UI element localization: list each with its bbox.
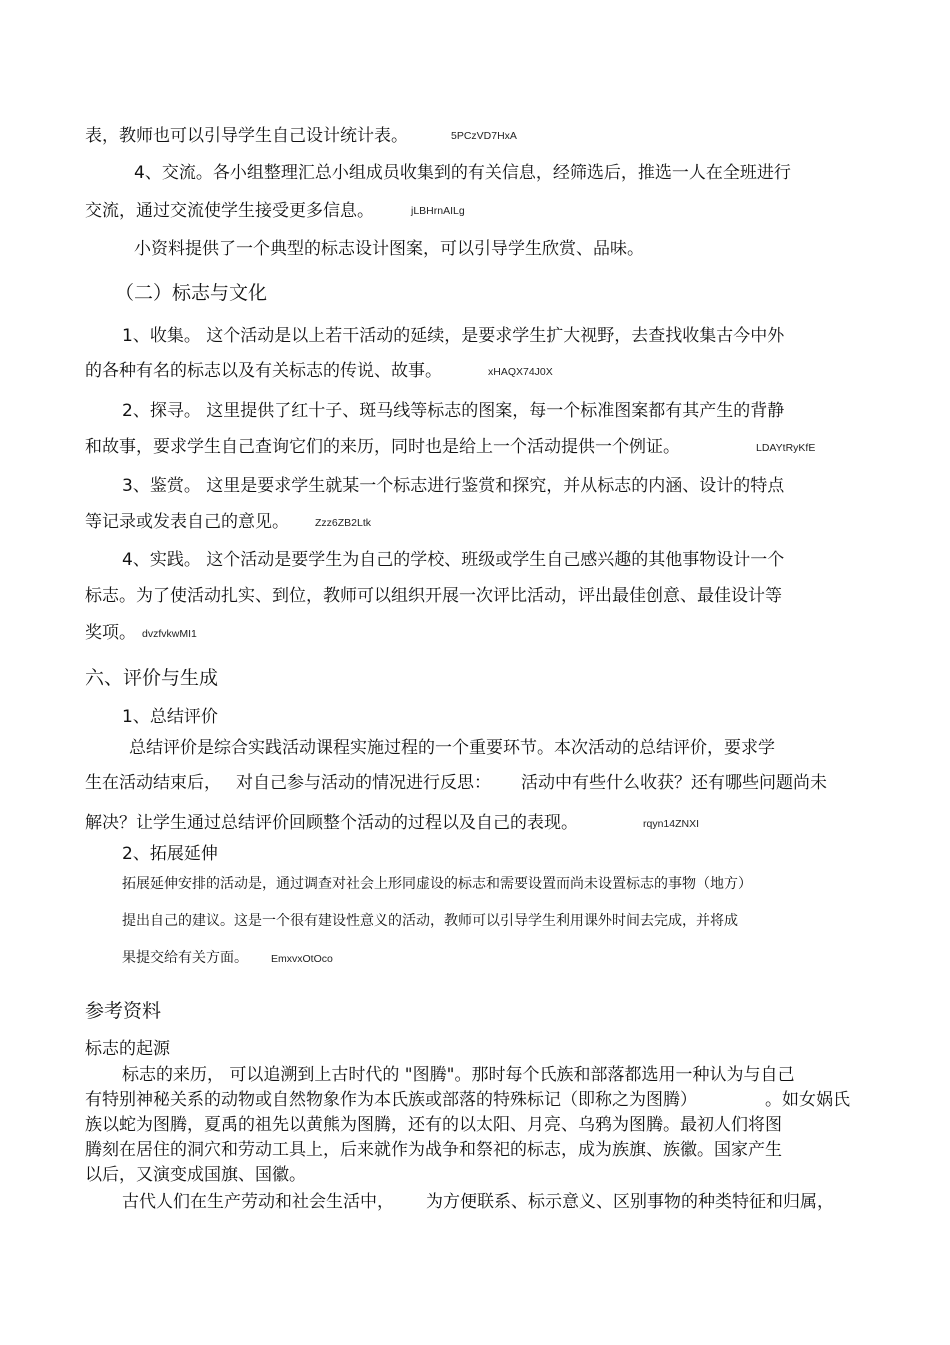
text-line: 总结评价是综合实践活动课程实施过程的一个重要环节。本次活动的总结评价，要求学: [129, 738, 775, 758]
text-line: 生在活动结束后，: [85, 773, 221, 793]
code-tag: jLBHrnAILg: [411, 205, 465, 217]
section-heading: （二）标志与文化: [115, 282, 268, 304]
code-tag: Zzz6ZB2Ltk: [315, 517, 372, 529]
sub-heading: 标志的起源: [85, 1039, 170, 1059]
text-line: 提出自己的建议。这是一个很有建设性意义的活动，教师可以引导学生利用课外时间去完成，并将成: [122, 913, 738, 929]
code-tag: dvzfvkwMI1: [142, 628, 197, 640]
code-tag: EmxvxOtOco: [271, 953, 333, 965]
text-line: 交流，通过交流使学生接受更多信息。: [85, 201, 374, 221]
text-line: 族以蛇为图腾，夏禹的祖先以黄熊为图腾，还有的以太阳、月亮、乌鸦为图腾。最初人们将图: [85, 1115, 782, 1135]
text-line: 4、实践。 这个活动是要学生为自己的学校、班级或学生自己感兴趣的其他事物设计一个: [122, 550, 785, 570]
text-line: 古代人们在生产劳动和社会生活中，: [122, 1192, 394, 1212]
code-tag: rqyn14ZNXI: [643, 818, 700, 830]
text-line: 和故事，要求学生自己查询它们的来历，同时也是给上一个活动提供一个例证。: [85, 437, 680, 457]
text-line: 2、探寻。 这里提供了红十子、斑马线等标志的图案，每一个标准图案都有其产生的背静: [122, 401, 785, 421]
text-line: 的各种有名的标志以及有关标志的传说、故事。: [85, 361, 442, 381]
text-line: 拓展延伸安排的活动是，通过调查对社会上形同虚设的标志和需要设置而尚未设置标志的事物（地方）: [122, 876, 752, 892]
text-line: 小资料提供了一个典型的标志设计图案，可以引导学生欣赏、品味。: [134, 239, 644, 259]
text-line: 有特别神秘关系的动物或自然物象作为本氏族或部落的特殊标记（即称之为图腾）: [85, 1090, 697, 1110]
text-line: 表，教师也可以引导学生自己设计统计表。: [85, 126, 408, 146]
section-heading: 参考资料: [85, 1000, 162, 1022]
section-heading: 六、评价与生成: [85, 667, 219, 689]
code-tag: LDAYtRyKfE: [756, 442, 816, 454]
text-line: 标志。为了使活动扎实、到位，教师可以组织开展一次评比活动，评出最佳创意、最佳设计等: [85, 586, 782, 606]
text-line: 。如女娲氏: [765, 1090, 850, 1110]
text-line: 奖项。: [85, 623, 136, 643]
text-line: 以后，又演变成国旗、国徽。: [85, 1165, 306, 1185]
text-line: 标志的来历， 可以追溯到上古时代的 "图腾"。那时每个氏族和部落都选用一种认为与自己: [122, 1065, 795, 1085]
text-line: 为方便联系、标示意义、区别事物的种类特征和归属，: [426, 1192, 834, 1212]
code-tag: xHAQX74J0X: [488, 366, 553, 378]
sub-heading: 2、拓展延伸: [122, 844, 218, 864]
text-line: 对自己参与活动的情况进行反思：: [236, 773, 491, 793]
text-line: 腾刻在居住的洞穴和劳动工具上，后来就作为战争和祭祀的标志，成为族旗、族徽。国家产生: [85, 1140, 782, 1160]
text-line: 解决？让学生通过总结评价回顾整个活动的过程以及自己的表现。: [85, 813, 578, 833]
text-line: 1、收集。 这个活动是以上若干活动的延续，是要求学生扩大视野，去查找收集古今中外: [122, 326, 785, 346]
sub-heading: 1、总结评价: [122, 707, 218, 727]
code-tag: 5PCzVD7HxA: [451, 130, 517, 142]
text-line: 等记录或发表自己的意见。: [85, 512, 289, 532]
text-line: 3、鉴赏。 这里是要求学生就某一个标志进行鉴赏和探究，并从标志的内涵、设计的特点: [122, 476, 785, 496]
text-line: 活动中有些什么收获？还有哪些问题尚未: [521, 773, 827, 793]
text-line: 果提交给有关方面。: [122, 950, 248, 966]
text-line: 4、交流。各小组整理汇总小组成员收集到的有关信息，经筛选后，推选一人在全班进行: [134, 163, 791, 183]
